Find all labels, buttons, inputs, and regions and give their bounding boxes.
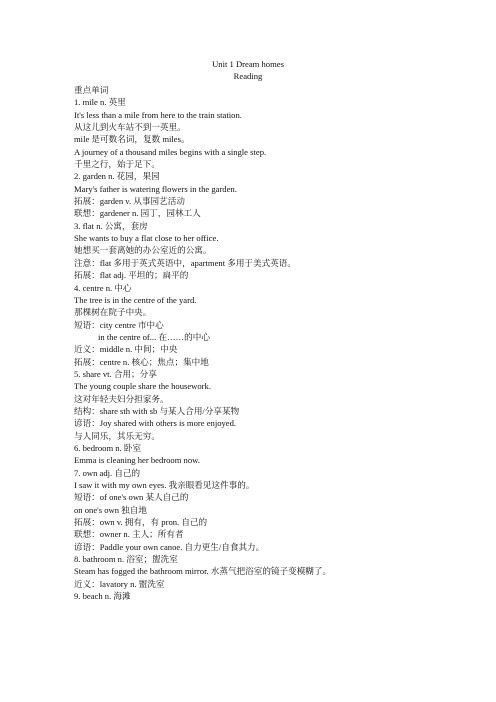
text-line: The tree is in the centre of the yard. — [74, 294, 197, 305]
section-heading: 重点单词 — [74, 85, 109, 95]
text-line: 3. flat n. 公寓，套房 — [74, 220, 148, 231]
text-line: 7. own adj. 自己的 — [74, 467, 141, 478]
document-title: Unit 1 Dream homes — [212, 59, 284, 69]
text-line: on one's own 独自地 — [74, 504, 147, 515]
text-line: A journey of a thousand miles begins with a single step. — [74, 146, 267, 157]
text-line: 与人同乐，其乐无穷。 — [74, 430, 160, 441]
text-line: I saw it with my own eyes. 我亲眼看见这件事的。 — [74, 480, 255, 490]
text-line: in the centre of... 在……的中心 — [98, 331, 210, 342]
text-line: Emma is cleaning her bedroom now. — [74, 455, 200, 466]
text-line: 谚语：Joy shared with others is more enjoyed. — [74, 418, 237, 429]
text-line: 这对年轻夫妇分担家务。 — [74, 393, 169, 404]
text-line: The young couple share the housework. — [74, 381, 211, 392]
text-line: It's less than a mile from here to the train station. — [74, 109, 242, 120]
text-line: 从这儿到火车站不到一英里。 — [74, 122, 186, 133]
text-line: 短语：of one's own 某人自己的 — [74, 492, 189, 503]
text-line: mile 是可数名词，复数 miles。 — [74, 134, 190, 145]
text-line: 5. share vt. 合用；分享 — [74, 368, 157, 379]
text-line: 千里之行，始于足下。 — [74, 159, 160, 170]
text-line: 谚语：Paddle your own canoe. 自力更生/自食其力。 — [74, 541, 265, 552]
text-line: 短语：city centre 市中心 — [74, 319, 164, 330]
text-line: 2. garden n. 花园，果园 — [74, 171, 160, 182]
text-line: 拓展：centre n. 核心；焦点；集中地 — [74, 356, 209, 367]
text-line: 那棵树在院子中央。 — [74, 307, 152, 318]
text-line: 8. bathroom n. 浴室；盥洗室 — [74, 554, 178, 565]
text-line: Steam has fogged the bathroom mirror. 水蒸气把浴室的镜子变模糊了。 — [74, 566, 332, 577]
text-line: 拓展：own v. 拥有，有 pron. 自己的 — [74, 517, 208, 528]
text-line: 1. mile n. 英里 — [74, 97, 126, 108]
text-line: Mary's father is watering flowers in the garden. — [74, 183, 237, 194]
text-line: 近义：middle n. 中间；中央 — [74, 344, 178, 355]
text-line: 拓展：garden v. 从事园艺活动 — [74, 196, 185, 207]
text-line: 拓展：flat adj. 平坦的；扁平的 — [74, 270, 189, 281]
text-line: 9. beach n. 海滩 — [74, 591, 131, 602]
text-line: 注意：flat 多用于英式英语中，apartment 多用于美式英语。 — [74, 257, 296, 268]
document-body — [74, 84, 474, 602]
text-line: 近义：lavatory n. 盥洗室 — [74, 578, 165, 589]
text-line: 4. centre n. 中心 — [74, 282, 132, 293]
text-line: 联想：gardener n. 园丁，园林工人 — [74, 208, 201, 219]
text-line: 结构：share sth with sb 与某人合用/分享某物 — [74, 405, 240, 416]
text-line: 6. bedroom n. 卧室 — [74, 442, 142, 453]
text-line: 她想买一套离她的办公室近的公寓。 — [74, 245, 212, 256]
document-subtitle: Reading — [233, 71, 263, 81]
text-line: 联想：owner n. 主人；所有者 — [74, 529, 184, 540]
text-line: She wants to buy a flat close to her office. — [74, 233, 219, 244]
